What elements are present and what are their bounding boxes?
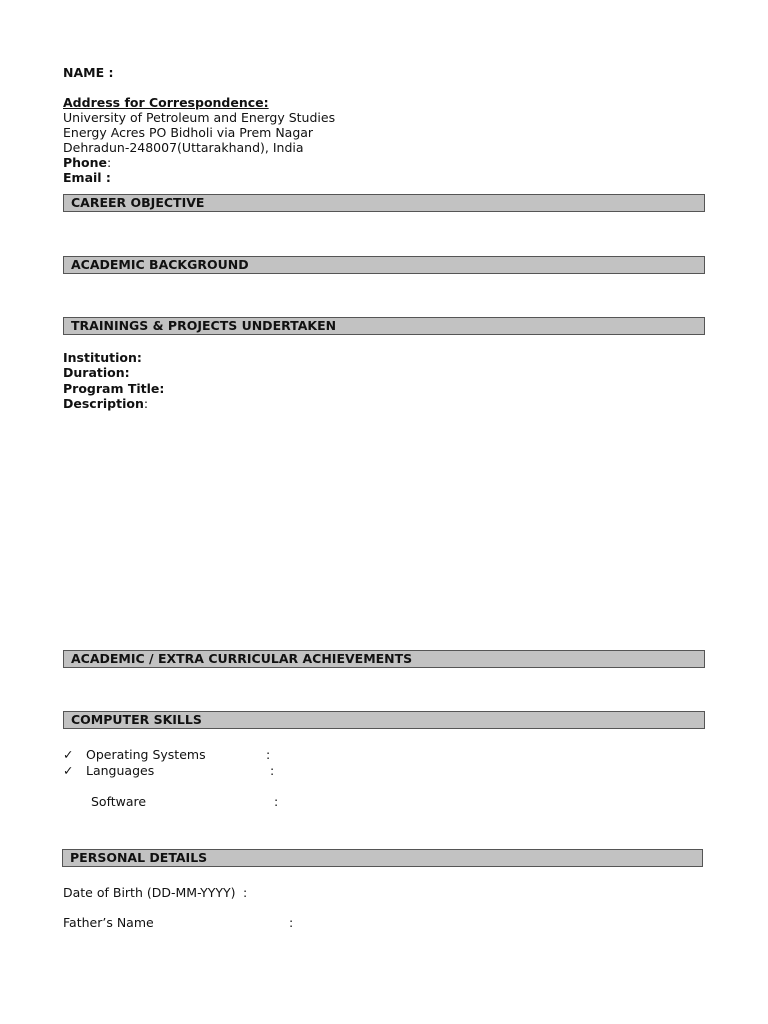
phone-line (63, 155, 111, 170)
operating-systems-label: Operating Systems (86, 747, 206, 762)
address-line-1: University of Petroleum and Energy Studies (63, 110, 336, 125)
section-trainings (63, 317, 705, 335)
section-academic-background (63, 256, 705, 274)
check-icon: ✓ (63, 763, 74, 778)
section-title: CAREER OBJECTIVE (71, 195, 205, 210)
father-name-colon: : (289, 915, 294, 930)
section-title: ACADEMIC BACKGROUND (71, 257, 249, 272)
section-career-objective (63, 194, 705, 212)
section-computer-skills (63, 711, 705, 729)
languages-colon: : (270, 763, 275, 778)
section-title: TRAININGS & PROJECTS UNDERTAKEN (71, 318, 337, 333)
address-heading: Address for Correspondence: (63, 95, 269, 110)
section-title: ACADEMIC / EXTRA CURRICULAR ACHIEVEMENTS (71, 651, 413, 666)
software-label: Software (91, 794, 147, 809)
check-icon: ✓ (63, 747, 74, 762)
address-line-2: Energy Acres PO Bidholi via Prem Nagar (63, 125, 314, 140)
duration-label: Duration: (63, 365, 130, 380)
institution-label: Institution: (63, 350, 142, 365)
dob-colon: : (243, 885, 248, 900)
name-label: NAME : (63, 65, 114, 80)
description-label: Description (63, 396, 144, 411)
father-name-label: Father’s Name (63, 915, 154, 930)
operating-systems-colon: : (266, 747, 271, 762)
section-achievements (63, 650, 705, 668)
dob-label: Date of Birth (DD-MM-YYYY) (63, 885, 236, 900)
section-title: COMPUTER SKILLS (71, 712, 202, 727)
address-line-3: Dehradun-248007(Uttarakhand), India (63, 140, 304, 155)
software-colon: : (274, 794, 279, 809)
description-colon: : (143, 396, 149, 411)
languages-label: Languages (86, 763, 155, 778)
phone-colon: : (107, 155, 112, 170)
section-title: PERSONAL DETAILS (70, 850, 208, 865)
phone-label: Phone (63, 155, 108, 170)
description-line (63, 396, 148, 411)
program-title-label: Program Title: (63, 381, 165, 396)
email-label: Email : (63, 170, 111, 185)
section-personal-details (62, 849, 703, 867)
